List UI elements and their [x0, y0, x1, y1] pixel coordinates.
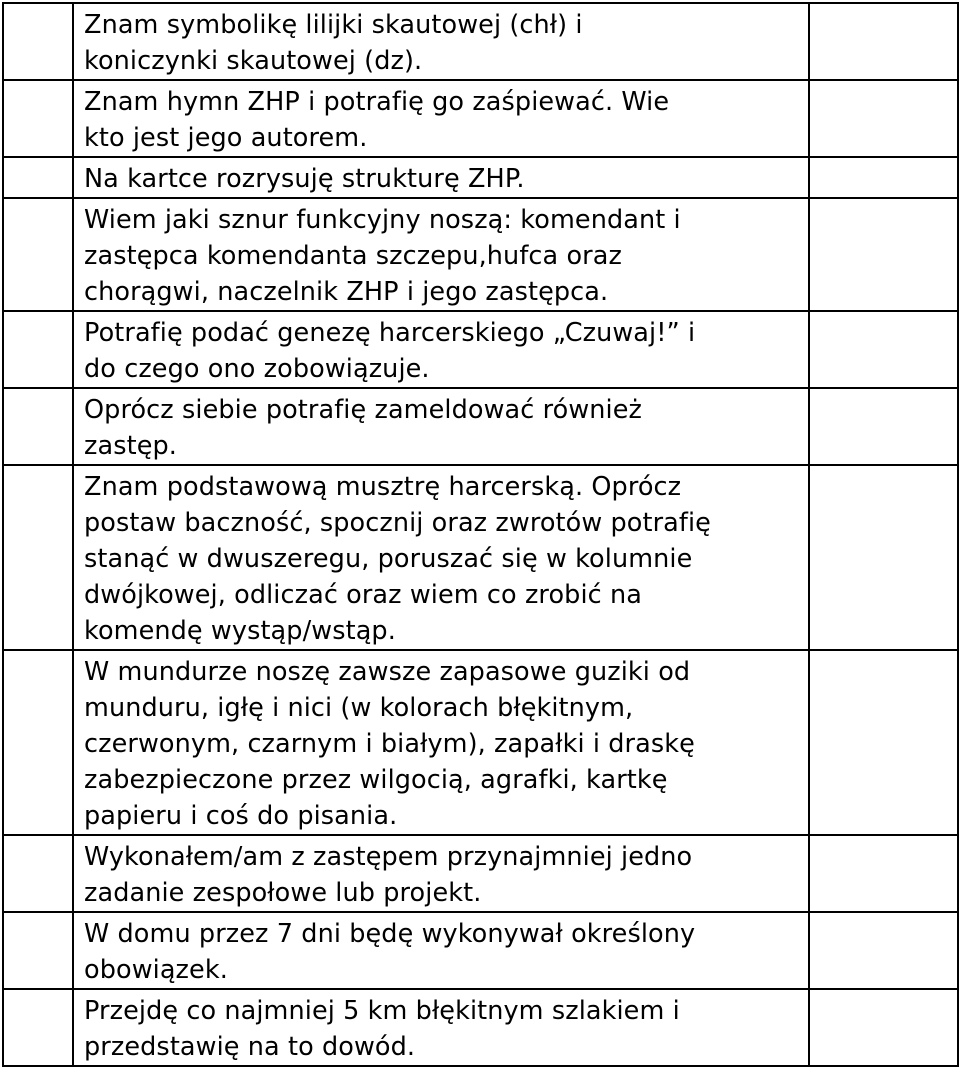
requirement-text-cell	[73, 80, 809, 157]
checkmark-cell	[809, 650, 958, 835]
table-row	[3, 198, 958, 311]
number-cell	[3, 912, 73, 989]
table-row	[3, 912, 958, 989]
requirement-line: dwójkowej, odliczać oraz wiem co zrobić na	[84, 580, 642, 610]
requirements-table-body	[3, 3, 958, 1066]
requirement-line: postaw baczność, spocznij oraz zwrotów potrafię	[84, 508, 711, 538]
number-cell	[3, 835, 73, 912]
requirement-line: Oprócz siebie potrafię zameldować również	[84, 395, 642, 425]
requirements-table	[2, 2, 959, 1067]
table-row	[3, 650, 958, 835]
requirement-line: komendę wystąp/wstąp.	[84, 616, 396, 646]
checkmark-cell	[809, 388, 958, 465]
checkmark-cell	[809, 835, 958, 912]
requirement-line: zastęp.	[84, 431, 177, 461]
checkmark-cell	[809, 198, 958, 311]
number-cell	[3, 989, 73, 1066]
number-cell	[3, 3, 73, 80]
checkmark-cell	[809, 80, 958, 157]
checkmark-cell	[809, 989, 958, 1066]
table-row	[3, 835, 958, 912]
requirement-line: zabezpieczone przez wilgocią, agrafki, kartkę	[84, 765, 668, 795]
requirement-line: Przejdę co najmniej 5 km błękitnym szlakiem i	[84, 996, 680, 1026]
requirement-line: Wiem jaki sznur funkcyjny noszą: komendant i	[84, 205, 681, 235]
checkmark-cell	[809, 311, 958, 388]
checkmark-cell	[809, 912, 958, 989]
table-row	[3, 311, 958, 388]
requirement-text-cell	[73, 3, 809, 80]
checkmark-cell	[809, 3, 958, 80]
number-cell	[3, 465, 73, 650]
requirement-text-cell	[73, 989, 809, 1066]
requirement-line: Na kartce rozrysuję strukturę ZHP.	[84, 164, 525, 194]
checkmark-cell	[809, 465, 958, 650]
requirement-text-cell	[73, 912, 809, 989]
requirement-line: zastępca komendanta szczepu,hufca oraz	[84, 241, 622, 271]
requirement-line: munduru, igłę i nici (w kolorach błękitnym,	[84, 693, 634, 723]
requirement-line: papieru i coś do pisania.	[84, 801, 398, 831]
requirement-line: chorągwi, naczelnik ZHP i jego zastępca.	[84, 277, 609, 307]
requirement-line: przedstawię na to dowód.	[84, 1032, 416, 1062]
requirement-text-cell	[73, 465, 809, 650]
table-row	[3, 388, 958, 465]
number-cell	[3, 311, 73, 388]
requirement-line: koniczynki skautowej (dz).	[84, 46, 423, 76]
requirement-line: Znam podstawową musztrę harcerską. Oprócz	[84, 472, 682, 502]
requirement-text-cell	[73, 835, 809, 912]
requirement-line: kto jest jego autorem.	[84, 123, 368, 153]
requirement-text-cell	[73, 198, 809, 311]
requirement-line: obowiązek.	[84, 955, 228, 985]
requirement-line: zadanie zespołowe lub projekt.	[84, 878, 482, 908]
number-cell	[3, 650, 73, 835]
number-cell	[3, 157, 73, 198]
requirement-line: W mundurze noszę zawsze zapasowe guziki od	[84, 657, 691, 687]
requirement-line: W domu przez 7 dni będę wykonywał określony	[84, 919, 696, 949]
number-cell	[3, 388, 73, 465]
requirement-line: do czego ono zobowiązuje.	[84, 354, 430, 384]
checkmark-cell	[809, 157, 958, 198]
number-cell	[3, 198, 73, 311]
table-row	[3, 3, 958, 80]
requirement-text-cell	[73, 388, 809, 465]
requirement-line: czerwonym, czarnym i białym), zapałki i draskę	[84, 729, 695, 759]
table-row	[3, 157, 958, 198]
table-row	[3, 465, 958, 650]
requirement-text-cell	[73, 650, 809, 835]
table-row	[3, 80, 958, 157]
requirement-text-cell	[73, 157, 809, 198]
number-cell	[3, 80, 73, 157]
requirement-line: Wykonałem/am z zastępem przynajmniej jedno	[84, 842, 693, 872]
table-row	[3, 989, 958, 1066]
requirement-line: Znam symbolikę lilijki skautowej (chł) i	[84, 10, 583, 40]
requirement-line: stanąć w dwuszeregu, poruszać się w kolumnie	[84, 544, 693, 574]
requirement-line: Potrafię podać genezę harcerskiego „Czuwaj!” i	[84, 318, 696, 348]
requirement-line: Znam hymn ZHP i potrafię go zaśpiewać. Wie	[84, 87, 670, 117]
requirement-text-cell	[73, 311, 809, 388]
